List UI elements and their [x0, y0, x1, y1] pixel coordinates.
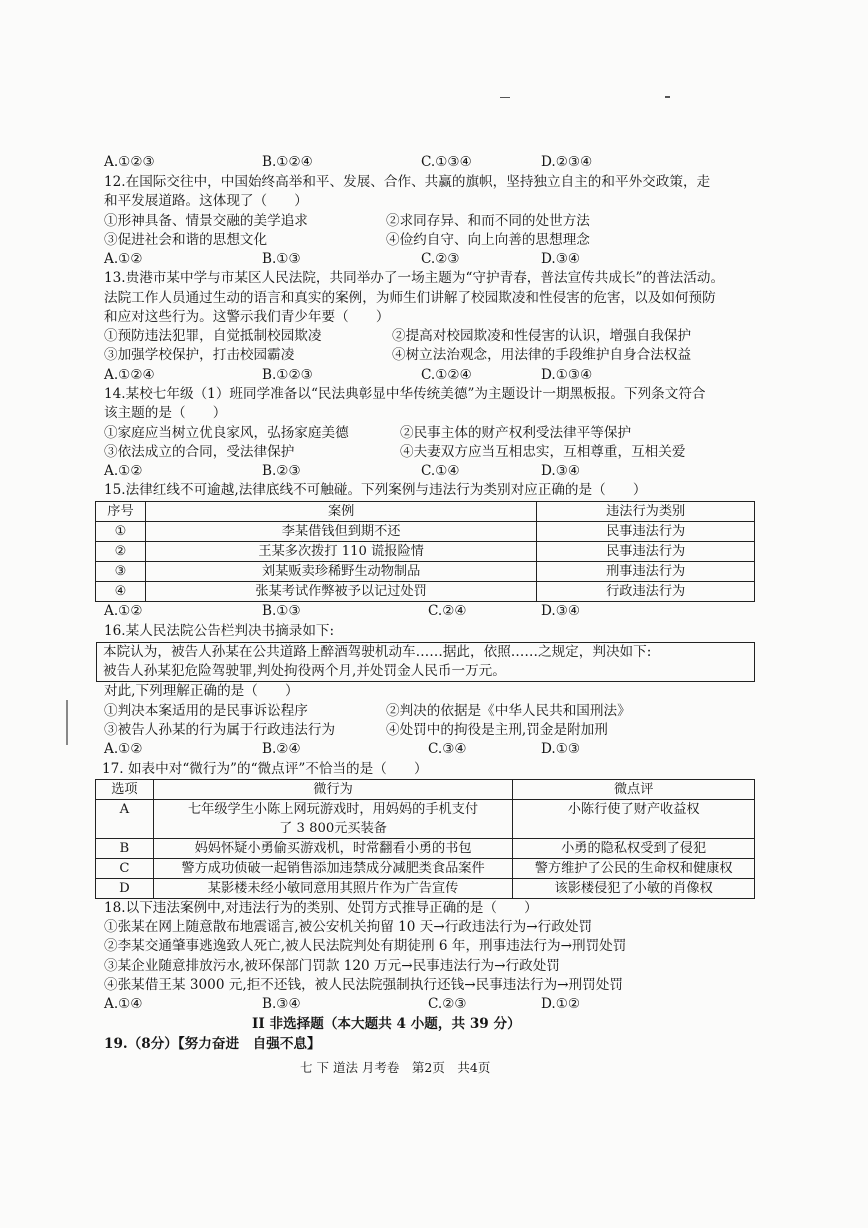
option: A.①②④: [104, 367, 155, 383]
table-row: [96, 582, 755, 602]
table-cell: 该影楼侵犯了小敏的肖像权: [513, 879, 755, 899]
table-cell: ④: [96, 582, 146, 602]
cell-line: 了 3 800元买装备: [279, 821, 387, 836]
table-header-row: [96, 502, 755, 522]
table-header-cell: 序号: [96, 502, 146, 522]
q16-question: 对此,下列理解正确的是（ ）: [104, 683, 299, 699]
q15-stem: 15.法律红线不可逾越,法律底线不可触碰。下列案例与违法行为类别对应正确的是（ ）: [104, 482, 647, 498]
table-header-cell: 微点评: [513, 780, 755, 800]
option: D.③④: [541, 251, 581, 267]
option: C.①②④: [421, 367, 472, 383]
q12-item: ③促进社会和谐的思想文化: [104, 232, 268, 248]
q13-item: ④树立法治观念，用法律的手段维护自身合法权益: [392, 347, 692, 363]
q18-item: ②李某交通肇事逃逸致人死亡,被人民法院判处有期徒刑 6 年，刑事违法行为→刑罚处罚: [104, 938, 627, 954]
option: C.①④: [421, 463, 460, 479]
q12-stem-line: 和平发展道路。这体现了（ ）: [104, 193, 308, 209]
q15-table: [95, 501, 755, 602]
table-cell: A: [96, 800, 154, 839]
q13-item: ①预防违法犯罪，自觉抵制校园欺凌: [104, 328, 322, 344]
q14-item: ①家庭应当树立优良家风，弘扬家庭美德: [104, 425, 349, 441]
q16-item: ④处罚中的拘役是主刑,罚金是附加刑: [386, 722, 608, 738]
table-cell: 小陈行使了财产收益权: [513, 800, 755, 839]
option: A.①②: [104, 251, 143, 267]
table-header-cell: 微行为: [153, 780, 513, 800]
option: A.①②: [104, 741, 143, 757]
q13-stem-line: 和应对这些行为。这警示我们青少年要（ ）: [104, 309, 390, 325]
q18-options: [104, 995, 784, 1014]
option: D.①③④: [541, 367, 593, 383]
q13-item: ②提高对校园欺凌和性侵害的认识，增强自我保护: [392, 328, 692, 344]
section-heading: II 非选择题（本大题共 4 小题，共 39 分）: [252, 1016, 521, 1032]
option: D.①②: [541, 996, 581, 1012]
q14-options: [104, 462, 784, 481]
option: B.②④: [262, 741, 301, 757]
option: C.②③: [428, 996, 467, 1012]
table-cell: 行政违法行为: [537, 582, 755, 602]
q12-stem-line: 12.在国际交往中，中国始终高举和平、发展、合作、共赢的旗帜，坚持独立自主的和平外交政策，走: [104, 174, 711, 190]
table-cell: 刘某贩卖珍稀野生动物制品: [145, 562, 536, 582]
table-cell: 某影楼未经小敏同意用其照片作为广告宣传: [153, 879, 513, 899]
q12-item: ②求同存异、和而不同的处世方法: [386, 213, 590, 229]
table-header-cell: 案例: [145, 502, 536, 522]
table-cell: 小勇的隐私权受到了侵犯: [513, 839, 755, 859]
option: A.①④: [104, 996, 143, 1012]
option: C.③④: [428, 741, 467, 757]
option: D.①③: [541, 741, 581, 757]
table-row: [96, 522, 755, 542]
scan-mark: [665, 96, 670, 98]
table-row: [96, 562, 755, 582]
judgment-line: 被告人孙某犯危险驾驶罪,判处拘役两个月,并处罚金人民币一万元。: [103, 663, 506, 679]
q18-stem: 18.以下违法案例中,对违法行为的类别、处罚方式推导正确的是（ ）: [104, 900, 538, 916]
q13-stem-line: 13.贵港市某中学与市某区人民法院，共同举办了一场主题为“守护青春，普法宣传共成长”的普法活动。: [104, 270, 725, 286]
option: B.①②③: [262, 367, 313, 383]
q17-stem: 17. 如表中对“微行为”的“微点评”不恰当的是（ ）: [102, 761, 428, 777]
q15-options: [104, 602, 784, 621]
q16-stem: 16.某人民法院公告栏判决书摘录如下:: [104, 623, 335, 639]
option: C.②③: [421, 251, 460, 267]
table-cell: C: [96, 859, 154, 879]
q18-item: ①张某在网上随意散布地震谣言,被公安机关拘留 10 天→行政违法行为→行政处罚: [104, 919, 593, 935]
q14-item: ②民事主体的财产权利受法律平等保护: [400, 425, 632, 441]
option: C.②④: [428, 603, 467, 619]
scan-mark: [66, 700, 68, 745]
page-footer: 七 下 道法 月考卷 第2页 共4页: [300, 1060, 491, 1075]
q12-item: ①形神具备、情景交融的美学追求: [104, 213, 308, 229]
table-cell: 警方维护了公民的生命权和健康权: [513, 859, 755, 879]
q16-options: [104, 740, 784, 759]
table-cell: 李某借钱但到期不还: [145, 522, 536, 542]
q16-item: ③被告人孙某的行为属于行政违法行为: [104, 722, 336, 738]
table-cell: 妈妈怀疑小勇偷买游戏机，时常翻看小勇的书包: [153, 839, 513, 859]
table-header-cell: 选项: [96, 780, 154, 800]
option: D.③④: [541, 463, 581, 479]
table-cell: ③: [96, 562, 146, 582]
scan-mark: [500, 97, 510, 98]
option: D.③④: [541, 603, 581, 619]
q16-item: ①判决本案适用的是民事诉讼程序: [104, 703, 308, 719]
option: B.①②④: [262, 154, 313, 170]
q14-item: ④夫妻双方应当互相忠实，互相尊重，互相关爱: [400, 444, 686, 460]
q13-stem-line: 法院工作人员通过生动的语言和真实的案例，为师生们讲解了校园欺凌和性侵害的危害，以及如何预防: [104, 290, 716, 306]
q19-heading: 19.（8分）【努力奋进 自强不息】: [104, 1036, 321, 1052]
option: A.①②: [104, 603, 143, 619]
table-cell: 民事违法行为: [537, 542, 755, 562]
table-row: [96, 839, 755, 859]
q14-stem-line: 该主题的是（ ）: [104, 405, 227, 421]
q18-item: ③某企业随意排放污水,被环保部门罚款 120 万元→民事违法行为→行政处罚: [104, 958, 560, 974]
table-header-cell: 违法行为类别: [537, 502, 755, 522]
option: C.①③④: [421, 154, 472, 170]
q14-item: ③依法成立的合同，受法律保护: [104, 444, 295, 460]
table-row: [96, 800, 755, 839]
option: B.①③: [262, 251, 301, 267]
q11-options: [104, 153, 784, 172]
option: D.②③④: [541, 154, 593, 170]
table-cell: [153, 800, 513, 839]
table-header-row: [96, 780, 755, 800]
table-row: [96, 542, 755, 562]
q12-options: [104, 250, 784, 269]
table-cell: 民事违法行为: [537, 522, 755, 542]
judgment-line: 本院认为，被告人孙某在公共道路上醉酒驾驶机动车……据此，依照……之规定，判决如下:: [103, 644, 652, 660]
table-cell: B: [96, 839, 154, 859]
table-cell: 张某考试作弊被予以记过处罚: [145, 582, 536, 602]
table-cell: 刑事违法行为: [537, 562, 755, 582]
table-cell: ①: [96, 522, 146, 542]
option: A.①②③: [104, 154, 155, 170]
q13-item: ③加强学校保护，打击校园霸凌: [104, 347, 295, 363]
table-row: [96, 879, 755, 899]
q13-options: [104, 366, 784, 385]
q14-stem-line: 14.某校七年级（1）班同学准备以“民法典彰显中华传统美德”为主题设计一期黑板报。下列条文符合: [104, 386, 706, 402]
q12-item: ④俭约自守、向上向善的思想理念: [386, 232, 590, 248]
q17-table: [95, 779, 755, 899]
judgment-excerpt-box: [96, 642, 755, 682]
table-row: [96, 859, 755, 879]
option: A.①②: [104, 463, 143, 479]
option: B.②③: [262, 463, 301, 479]
table-cell: 王某多次拨打 110 谎报险情: [145, 542, 536, 562]
q18-item: ④张某借王某 3000 元,拒不还钱，被人民法院强制执行还钱→民事违法行为→刑罚处罚: [104, 977, 623, 993]
table-cell: ②: [96, 542, 146, 562]
table-cell: 警方成功侦破一起销售添加违禁成分减肥类食品案件: [153, 859, 513, 879]
option: B.③④: [262, 996, 301, 1012]
option: B.①③: [262, 603, 301, 619]
table-cell: D: [96, 879, 154, 899]
q16-item: ②判决的依据是《中华人民共和国刑法》: [386, 703, 631, 719]
cell-line: 七年级学生小陈上网玩游戏时，用妈妈的手机支付: [187, 802, 479, 817]
